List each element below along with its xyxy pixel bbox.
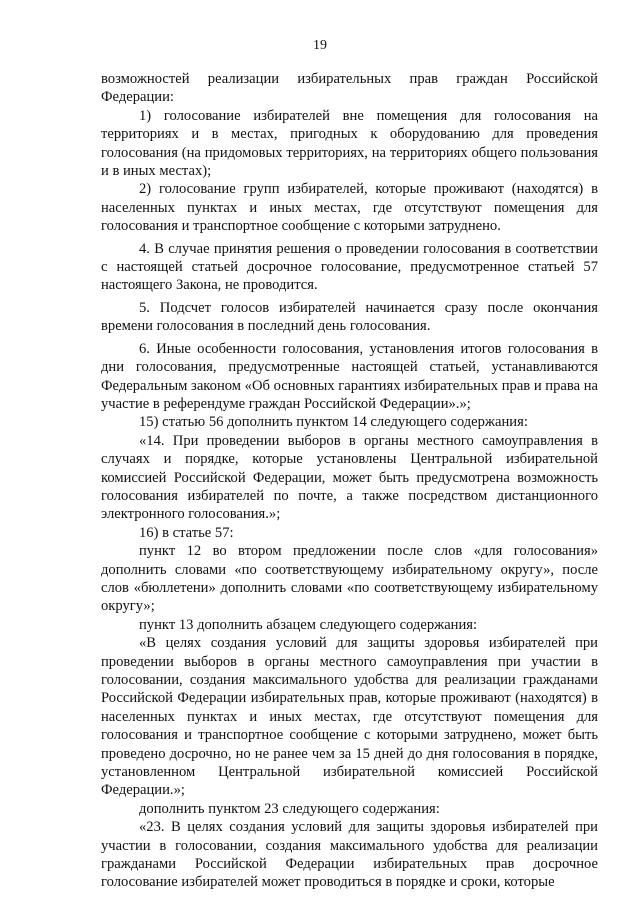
paragraph-clause-14-quote: «14. При проведении выборов в органы местного самоуправления в случаях и порядке, которые установлены Центральной избирательной комиссией Российской Федерации, может быть предусмотрена возможность голосования избирателей по почте, а также посредством дистанционного электронного голосования.»; — [101, 432, 598, 523]
paragraph-item-2: 2) голосование групп избирателей, которые проживают (находятся) в населенных пунктах и иных местах, где отсутствуют помещения для голосования и транспортное сообщение с которыми затруднено. — [101, 181, 598, 235]
paragraph-clause-6: 6. Иные особенности голосования, установления итогов голосования в дни голосования, предусмотренные настоящей статьей, устанавливаются Федеральным законом «Об основных гарантиях избирательных прав и права на участие в референдуме граждан Российской Федерации».»; — [101, 340, 598, 412]
paragraph-point-23-quote: «23. В целях создания условий для защиты здоровья избирателей при участии в голосовании, создания максимального удобства для реализации гражданами Российской Федерации избирательных прав досрочное голосование избирателей может проводиться в порядке и сроки, которые — [101, 819, 598, 891]
paragraph-point-13: пункт 13 дополнить абзацем следующего содержания: — [139, 616, 478, 633]
page-number: 19 — [313, 38, 327, 53]
paragraph-point-13-quote: «В целях создания условий для защиты здоровья избирателей при проведении выборов в органы местного самоуправления при участии в голосовании, создания максимального удобства для реализации гражданами Российской Федерации избирательных прав, которые проживают (находятся) в населенных пунктах и иных местах, где отсутствуют помещения для голосования и транспортное сообщение с которыми затруднено, может быть проведено досрочно, но не ранее чем за 15 дней до дня голосования в порядке, установленном Центральной избирательной комиссией Российской Федерации.»; — [101, 635, 598, 799]
paragraph-item-1: 1) голосование избирателей вне помещения для голосования на территориях и в местах, пригодных к оборудованию для проведения голосования (на придомовых территориях, на территориях общего пользования и в иных местах); — [101, 107, 598, 180]
paragraph-amendment-16: 16) в статье 57: — [139, 524, 234, 541]
paragraph-amendment-15: 15) статью 56 дополнить пунктом 14 следующего содержания: — [139, 414, 528, 431]
paragraph-add-point-23: дополнить пунктом 23 следующего содержания: — [139, 800, 440, 817]
paragraph-clause-4: 4. В случае принятия решения о проведении голосования в соответствии с настоящей статьей досрочное голосование, предусмотренное статьей 57 настоящего Закона, не проводится. — [101, 240, 598, 294]
paragraph-clause-5: 5. Подсчет голосов избирателей начинается сразу после окончания времени голосования в последний день голосования. — [101, 299, 598, 335]
paragraph-point-12: пункт 12 во втором предложении после слов «для голосования» дополнить словами «по соответствующему избирательному округу», после слов «бюллетени» дополнить словами «по соответствующему избирательному округу»; — [101, 543, 598, 615]
document-body — [101, 70, 598, 892]
paragraph-continuation: возможностей реализации избирательных прав граждан Российской Федерации: — [101, 71, 598, 106]
